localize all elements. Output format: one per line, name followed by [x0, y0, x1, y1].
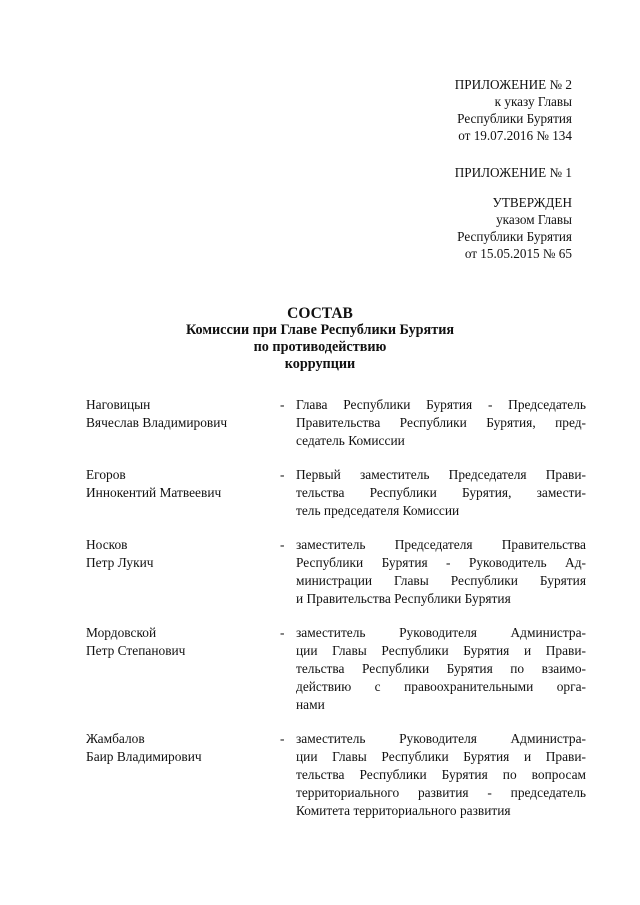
member-row	[86, 536, 586, 608]
member-name	[86, 730, 280, 820]
member-row	[86, 396, 586, 450]
member-role-line: министрации Главы Республики Бурятия	[296, 573, 586, 588]
member-surname: Жамбалов	[86, 731, 145, 746]
member-dash: -	[280, 537, 285, 552]
document-title	[0, 305, 640, 373]
member-role-line: тельства Республики Бурятия по взаимо-	[296, 661, 586, 676]
member-role-line: заместитель Председателя Правительства	[296, 537, 586, 552]
member-row	[86, 624, 586, 714]
member-given-name: Баир Владимирович	[86, 749, 202, 764]
member-role-line: ции Главы Республики Бурятия и Прави-	[296, 643, 586, 658]
members-list	[86, 396, 586, 836]
member-role-line: территориального развития - председатель	[296, 785, 586, 800]
member-role-line: седатель Комиссии	[296, 433, 405, 448]
member-role	[296, 624, 586, 714]
member-role	[296, 536, 586, 608]
member-row	[86, 730, 586, 820]
appendix-1-header	[455, 164, 572, 181]
title-line-2: Комиссии при Главе Республики Бурятия	[185, 322, 455, 338]
title-line-4: коррупции	[284, 356, 356, 372]
member-surname: Мордовской	[86, 625, 157, 640]
member-name	[86, 396, 280, 450]
member-dash: -	[280, 397, 285, 412]
member-role-line: заместитель Руководителя Администра-	[296, 625, 586, 640]
approved-title: УТВЕРЖДЕН	[492, 195, 572, 210]
approved-decree: указом Главы	[496, 212, 572, 227]
appendix-2-decree: к указу Главы	[494, 94, 572, 109]
member-role-line: тельства Республики Бурятия по вопросам	[296, 767, 586, 782]
member-role-line: заместитель Руководителя Администра-	[296, 731, 586, 746]
member-role-line: ции Главы Республики Бурятия и Прави-	[296, 749, 586, 764]
appendix-1-title: ПРИЛОЖЕНИЕ № 1	[454, 165, 572, 180]
member-role-line: нами	[296, 697, 325, 712]
member-role-line: тель председателя Комиссии	[296, 503, 460, 518]
member-given-name: Иннокентий Матвеевич	[86, 485, 222, 500]
member-role	[296, 730, 586, 820]
member-role-line: тельства Республики Бурятия, замести-	[296, 485, 586, 500]
approved-date: от 15.05.2015 № 65	[464, 246, 572, 261]
title-line-1: СОСТАВ	[287, 305, 353, 322]
member-surname: Егоров	[86, 467, 126, 482]
member-role-line: и Правительства Республики Бурятия	[296, 591, 511, 606]
member-surname: Наговицын	[86, 397, 151, 412]
member-role-line: действию с правоохранительными орга-	[296, 679, 586, 694]
member-name	[86, 466, 280, 520]
member-surname: Носков	[86, 537, 128, 552]
member-role	[296, 396, 586, 450]
title-line-3: по противодействию	[253, 339, 387, 355]
approved-header	[457, 194, 572, 262]
member-given-name: Петр Степанович	[86, 643, 186, 658]
member-role-line: Глава Республики Бурятия - Председатель	[296, 397, 586, 412]
appendix-2-date: от 19.07.2016 № 134	[458, 128, 572, 143]
member-dash: -	[280, 731, 285, 746]
appendix-2-republic: Республики Бурятия	[457, 111, 572, 126]
approved-republic: Республики Бурятия	[457, 229, 572, 244]
member-role	[296, 466, 586, 520]
member-name	[86, 624, 280, 714]
member-name	[86, 536, 280, 608]
member-role-line: Правительства Республики Бурятия, пред-	[296, 415, 586, 430]
member-dash: -	[280, 625, 285, 640]
member-row	[86, 466, 586, 520]
member-given-name: Петр Лукич	[86, 555, 154, 570]
appendix-2-header	[455, 76, 572, 144]
member-dash: -	[280, 467, 285, 482]
member-role-line: Республики Бурятия - Руководитель Ад-	[296, 555, 586, 570]
member-given-name: Вячеслав Владимирович	[86, 415, 228, 430]
member-role-line: Комитета территориального развития	[296, 803, 511, 818]
appendix-2-title: ПРИЛОЖЕНИЕ № 2	[454, 77, 572, 92]
member-role-line: Первый заместитель Председателя Прави-	[296, 467, 586, 482]
